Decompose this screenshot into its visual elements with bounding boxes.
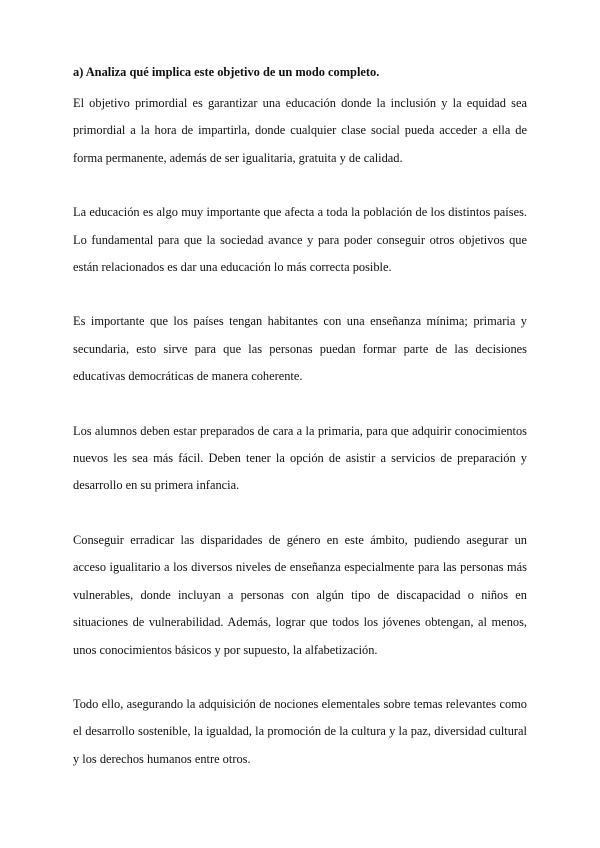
question-heading: a) Analiza qué implica este objetivo de un modo completo.: [73, 65, 380, 79]
paragraph-6: Todo ello, asegurando la adquisición de nociones elementales sobre temas relevantes como el desarrollo sostenible, la igualdad, la promoción de la cultura y la paz, diversidad cultural y los derechos humanos entre otros.: [73, 696, 527, 766]
paragraph-5: Conseguir erradicar las disparidades de género en este ámbito, pudiendo asegurar un acceso igualitario a los diversos niveles de enseñanza especialmente para las personas más vulnerables, donde incluyan a personas con algún tipo de discapacidad o niños en situaciones de vulnerabilidad. Además, lograr que todos los jóvenes obtengan, al menos, unos conocimientos básicos y por supuesto, la alfabetización.: [73, 532, 527, 657]
paragraph-3: Es importante que los países tengan habitantes con una enseñanza mínima; primaria y secundaria, esto sirve para que las personas puedan formar parte de las decisiones educativas democráticas de manera coherente.: [73, 314, 527, 384]
document-page: [73, 62, 527, 773]
paragraph-4: Los alumnos deben estar preparados de cara a la primaria, para que adquirir conocimientos nuevos les sea más fácil. Deben tener la opción de asistir a servicios de preparación y desarrollo en su primera infancia.: [73, 423, 527, 493]
paragraph-1: El objetivo primordial es garantizar una educación donde la inclusión y la equidad sea primordial a la hora de impartirla, donde cualquier clase social pueda acceder a ella de forma permanente, además de ser igualitaria, gratuita y de calidad.: [73, 96, 527, 165]
paragraph-2: La educación es algo muy importante que afecta a toda la población de los distintos países. Lo fundamental para que la sociedad avance y para poder conseguir otros objetivos que están relacionados es dar una educación lo más correcta posible.: [73, 205, 527, 275]
